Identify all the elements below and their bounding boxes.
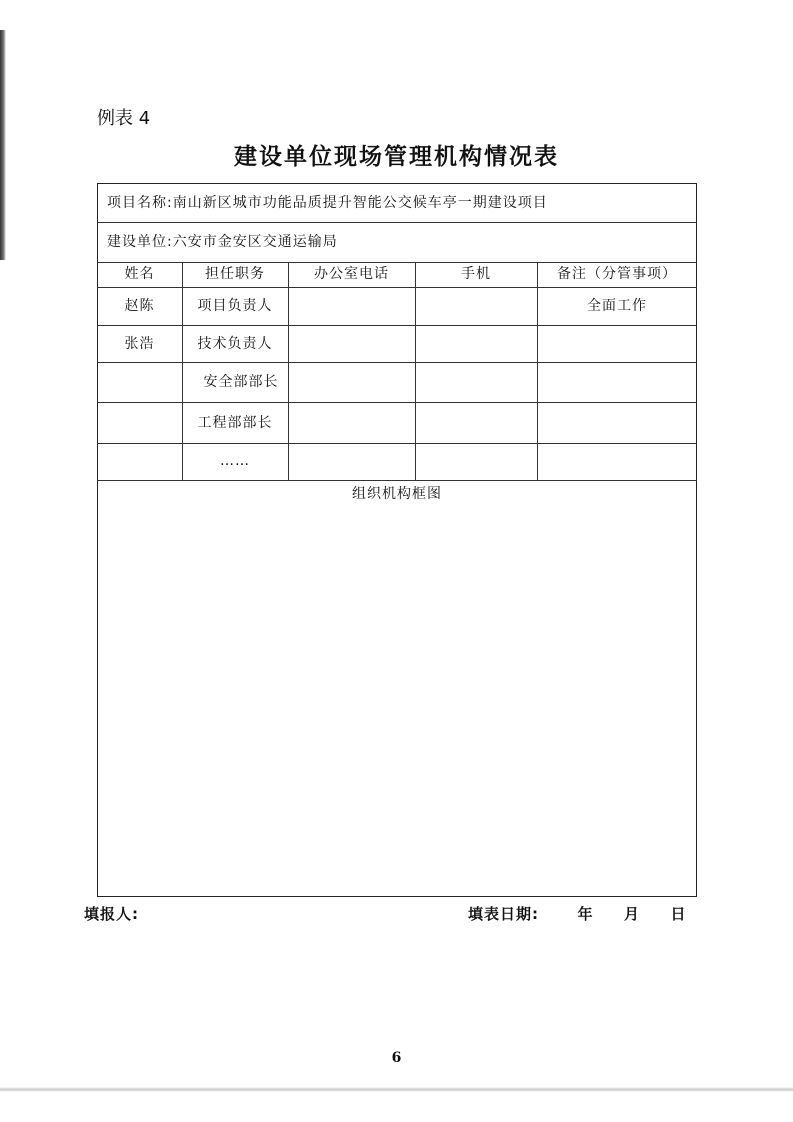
header-position: 担任职务: [205, 266, 265, 282]
page-number: 6: [391, 1050, 402, 1066]
table-cell-position: 项目负责人: [197, 298, 273, 314]
header-name: 姓名: [124, 266, 155, 282]
table-cell-position: 安全部部长: [203, 374, 279, 390]
row-divider: [97, 480, 697, 481]
filler-label: 填报人:: [84, 905, 139, 923]
column-divider: [182, 262, 183, 480]
project-name-row: [107, 193, 548, 213]
column-divider: [415, 262, 416, 480]
header-mobile: 手机: [461, 266, 491, 282]
table-frame: [97, 183, 697, 897]
project-name-value: 南山新区城市功能品质提升智能公交候车亭一期建设项目: [172, 195, 548, 211]
date-day: 日: [670, 905, 687, 923]
fill-date-label: 填表日期:: [468, 905, 539, 923]
table-cell-position: 技术负责人: [197, 336, 273, 352]
row-divider: [97, 222, 697, 223]
table-cell-position: 工程部部长: [197, 415, 273, 431]
builder-row: [107, 232, 338, 252]
table-cell-name: 赵陈: [124, 298, 155, 314]
document-title: 建设单位现场管理机构情况表: [234, 144, 559, 170]
project-name-label: 项目名称:: [107, 195, 173, 211]
builder-label: 建设单位:: [107, 234, 173, 250]
row-divider: [97, 325, 697, 326]
table-cell-position: ……: [220, 453, 250, 469]
fill-date: [468, 903, 686, 924]
date-month: 月: [623, 905, 640, 923]
column-divider: [288, 262, 289, 480]
row-divider: [97, 443, 697, 444]
date-year: 年: [577, 905, 594, 923]
row-divider: [97, 262, 697, 263]
table-cell-name: 张浩: [124, 336, 155, 352]
row-divider: [97, 287, 697, 288]
header-office-phone: 办公室电话: [314, 266, 389, 282]
row-divider: [97, 362, 697, 363]
header-remarks: 备注（分管事项）: [557, 266, 677, 282]
org-chart-label: 组织机构框图: [352, 486, 442, 502]
scan-bottom-shadow: [0, 1087, 793, 1092]
column-divider: [537, 262, 538, 480]
form-label: 例表 4: [97, 108, 151, 129]
builder-value: 六安市金安区交通运输局: [172, 234, 338, 250]
table-cell-remarks: 全面工作: [587, 298, 647, 314]
row-divider: [97, 402, 697, 403]
